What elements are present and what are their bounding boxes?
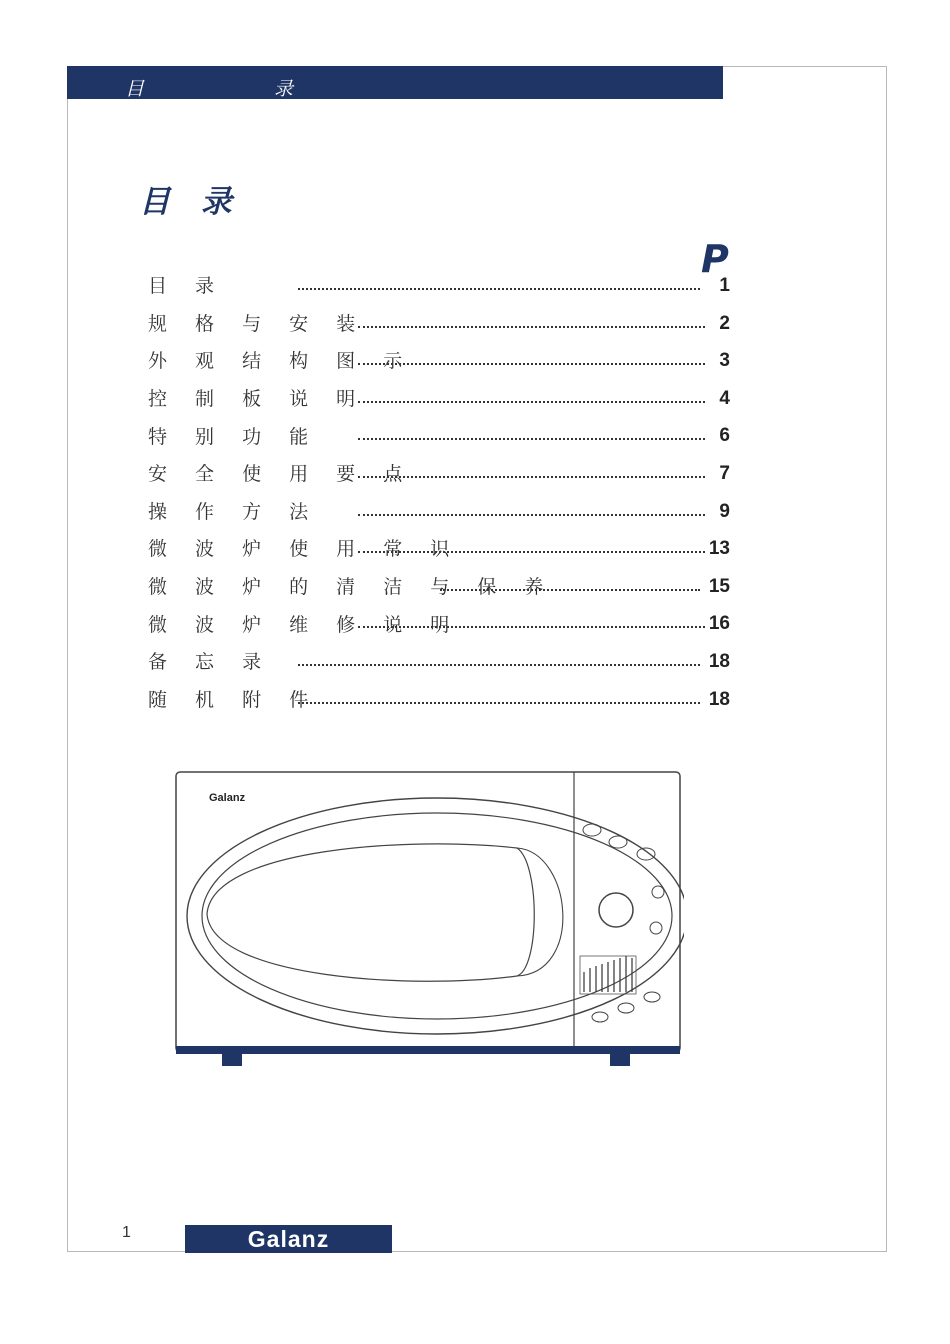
toc-leader-dots	[298, 702, 700, 704]
toc-page-number: 2	[719, 312, 730, 334]
header-title: 目 录	[125, 78, 356, 100]
toc-label: 操 作 方 法	[148, 500, 320, 523]
toc-row[interactable]	[148, 567, 738, 605]
microwave-base-strip	[176, 1046, 680, 1054]
toc-row[interactable]	[148, 416, 738, 454]
toc-row[interactable]	[148, 642, 738, 680]
toc-leader-dots	[440, 589, 700, 591]
toc-leader-dots	[358, 514, 705, 516]
toc-page-number: 6	[719, 425, 730, 447]
toc-leader-dots	[358, 326, 705, 328]
toc-label: 微 波 炉 维 修 说 明	[148, 613, 461, 636]
footer-brand: Galanz	[247, 1226, 330, 1252]
toc-row[interactable]	[148, 492, 738, 530]
toc-row[interactable]	[148, 529, 738, 567]
toc-label: 微 波 炉 的 清 洁 与 保 养	[148, 576, 555, 599]
toc-row[interactable]	[148, 604, 738, 642]
toc-label: 特 别 功 能	[148, 425, 320, 448]
toc-leader-dots	[358, 401, 705, 403]
toc-page-number: 3	[719, 350, 730, 372]
toc-page-number: 16	[708, 613, 730, 635]
toc-label: 安 全 使 用 要 点	[148, 463, 414, 486]
toc-label: 规 格 与 安 装	[148, 312, 367, 335]
toc-leader-dots	[298, 664, 700, 666]
toc-leader-dots	[358, 363, 705, 365]
toc-page-number: 9	[719, 500, 730, 522]
toc-label: 控 制 板 说 明	[148, 388, 367, 411]
toc-label: 外 观 结 构 图 示	[148, 350, 414, 373]
toc-label: 微 波 炉 使 用 常 识	[148, 538, 461, 561]
toc-page-number: 18	[708, 650, 730, 672]
toc-page-number: 4	[719, 387, 730, 409]
toc-leader-dots	[358, 438, 705, 440]
toc-page-number: 15	[708, 575, 730, 597]
toc-row[interactable]	[148, 304, 738, 342]
toc-label: 备 忘 录	[148, 651, 273, 674]
toc-page-number: 18	[708, 688, 730, 710]
microwave-illustration	[172, 768, 684, 1070]
toc-page-number: 7	[719, 462, 730, 484]
toc-row[interactable]	[148, 266, 738, 304]
toc-leader-dots	[358, 626, 705, 628]
microwave-foot-left	[222, 1052, 242, 1066]
footer-page-number: 1	[122, 1224, 131, 1241]
page-column-icon: P	[701, 237, 729, 281]
table-of-contents	[148, 266, 738, 717]
toc-leader-dots	[358, 476, 705, 478]
toc-row[interactable]	[148, 454, 738, 492]
toc-page-number: 13	[708, 538, 730, 560]
toc-row[interactable]	[148, 341, 738, 379]
toc-leader-dots	[298, 288, 700, 290]
toc-row[interactable]	[148, 379, 738, 417]
toc-row[interactable]	[148, 680, 738, 718]
toc-leader-dots	[358, 551, 705, 553]
microwave-body	[176, 772, 680, 1052]
toc-label: 随 机 附 件	[148, 688, 320, 711]
toc-page-number: 1	[719, 275, 730, 296]
microwave-foot-right	[610, 1052, 630, 1066]
toc-label: 目 录	[148, 275, 226, 298]
microwave-brand-logo: Galanz	[209, 792, 246, 804]
page-title: 目 录	[139, 184, 242, 220]
